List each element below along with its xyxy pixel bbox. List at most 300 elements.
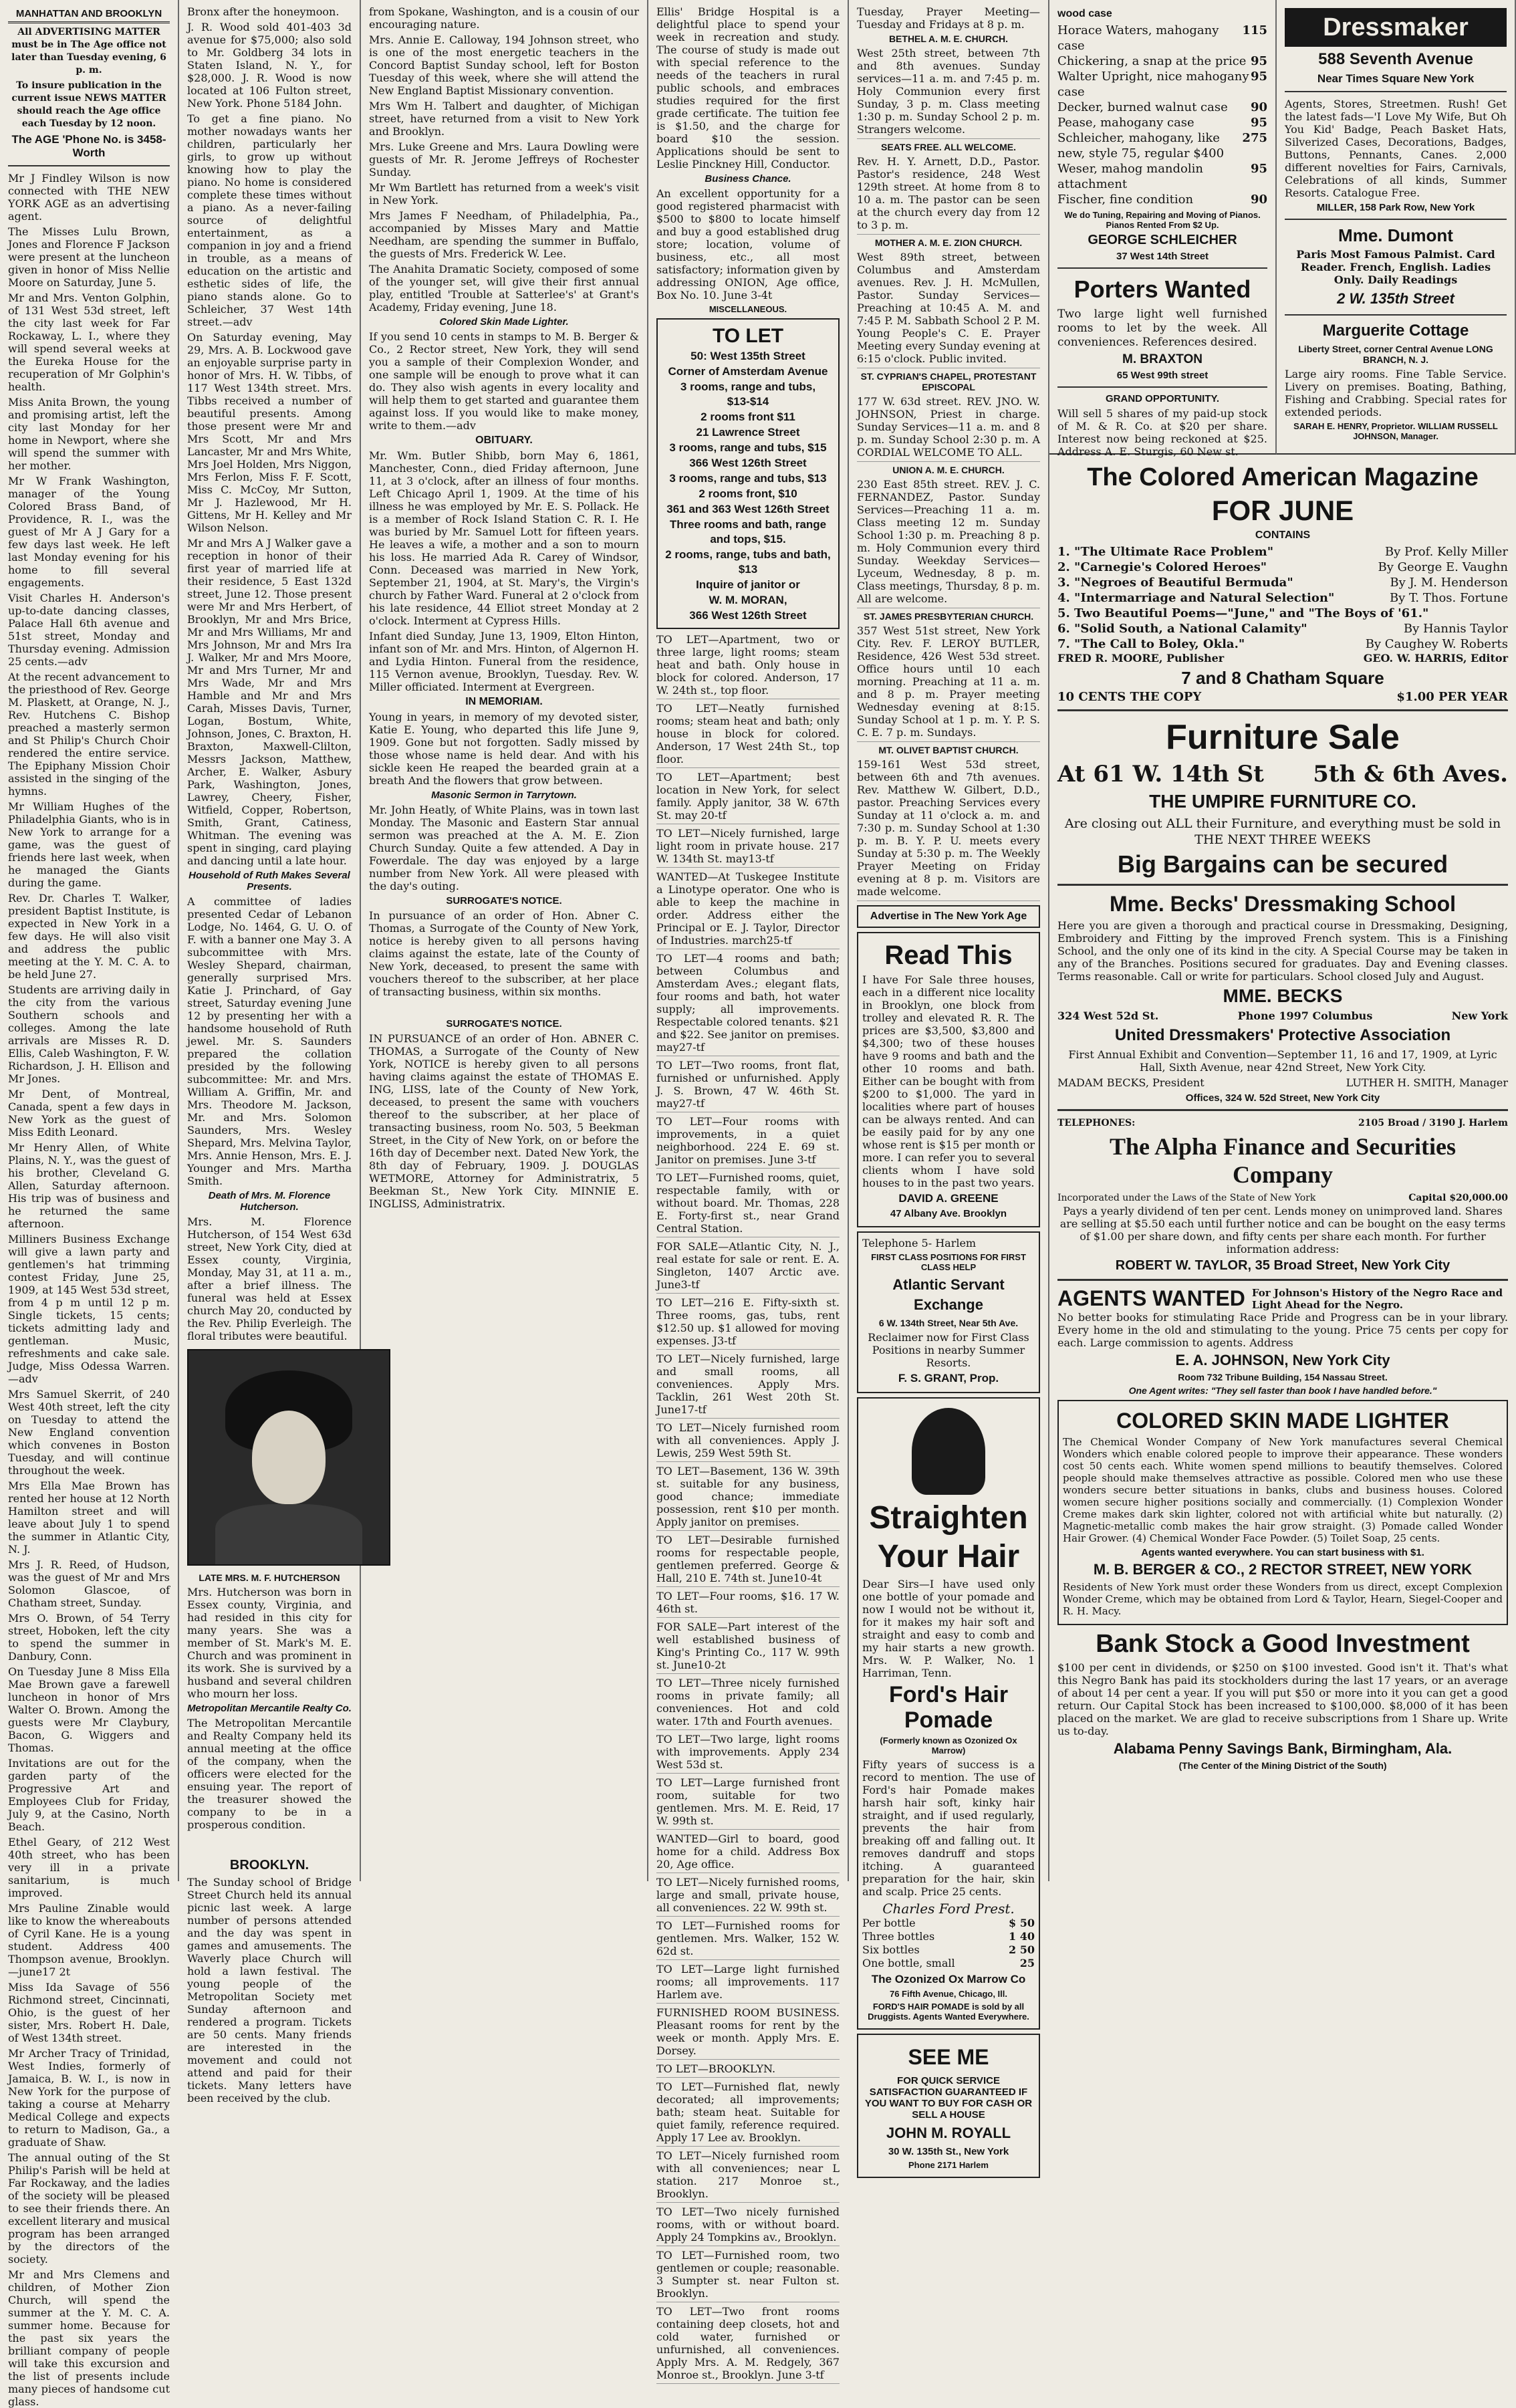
classifieds-list <box>656 633 840 2384</box>
hair-title-1: Straighten <box>869 1500 1028 1536</box>
column-1 <box>0 0 179 2408</box>
piano-name: Schleicher, mahogany, like new, style 75, regular $400 <box>1057 131 1225 160</box>
piano-price: 95 <box>1250 162 1267 176</box>
association-officers <box>1057 1076 1508 1090</box>
agents-wanted-ad <box>1057 1286 1508 1396</box>
magazine-item <box>1057 606 1508 621</box>
servant-address: 6 W. 134th Street, Near 5th Ave. <box>878 1318 1019 1328</box>
church-text: 159-161 West 53d street, between 6th and 7th avenues. Rev. Matthew W. Gilbert, D.D., pastor. Preaching Services every Sunday at 11 o'clock a. m. and 7:30 p. m. Sunday School at 1:30 p. m. B. Y. P. U. meets every Sunday at 5:30 p. m. The Weekly Prayer Meeting on Friday evening at 8 p. m. Visitors are made welcome. <box>857 758 1040 898</box>
bank-subtitle: (The Center of the Mining District of the South) <box>1178 1760 1387 1771</box>
piano-address: 37 West 14th Street <box>1116 251 1209 262</box>
alpha-text: Pays a yearly dividend of ten per cent. Lends money on unimproved land. Shares are selling at $5.50 each until further notice and can be bought on the easy terms of $1.00 per share down, and fifty cents per share each month. For further information address: <box>1059 1205 1506 1255</box>
agents-name: E. A. JOHNSON, New York City <box>1175 1352 1390 1368</box>
piano-row <box>1057 53 1267 69</box>
price-row <box>862 1930 1035 1943</box>
news-item: from Spokane, Washington, and is a cousin of our encouraging nature. <box>369 5 639 31</box>
classified-item: TO LET—Two large, light rooms with improvements. Apply 234 West 53d st. <box>656 1733 840 1774</box>
death-headline: Death of Mrs. M. Florence Hutcherson. <box>208 1190 331 1213</box>
servant-prop: F. S. GRANT, Prop. <box>898 1372 999 1384</box>
classified-item: TO LET—Four rooms, $16. 17 W. 46th st. <box>656 1590 840 1618</box>
classified-item: TO LET—Two rooms, front flat, furnished or unfurnished. Apply J. S. Brown, 47 W. 46th St. may27-tf <box>656 1059 840 1112</box>
church-text: West 89th street, between Columbus and Amsterdam avenues. Rev. J. H. McMullen, Pastor. Sunday Services—Preaching at 10:45 A. M. and 7:45 P. M. Sabbath School 2 P. M. Young People's C. E. Prayer Meeting every Sunday evening at 6:15 o'clock. Public invited. <box>857 251 1040 365</box>
classified-item: TO LET—Nicely furnished, large light room in private house. 217 W. 134th St. may13-tf <box>656 827 840 868</box>
alpha-finance-ad <box>1057 1116 1508 1274</box>
price-value: 1 40 <box>1009 1930 1035 1943</box>
classified-item: TO LET—Desirable furnished rooms for respectable people, gentlemen preferred. George & Hall, 210 E. 74th st. June10-4t <box>656 1534 840 1587</box>
classified-item: WANTED—Girl to board, good home for a child. Address Box 20, Age office. <box>656 1832 840 1873</box>
classified-item: TO LET—Apartment, two or three large, light rooms; steam heat and bath. Only house in block for colored. Anderson, 17 W. 24th st., top floor. <box>656 633 840 699</box>
classified-item: TO LET—Apartment; best location in New York, for select family. Apply janitor, 38 W. 67th St. may 20-tf <box>656 771 840 824</box>
price-label: Three bottles <box>862 1930 935 1943</box>
ozon-note: FORD'S HAIR POMADE is sold by all Druggists. Agents Wanted Everywhere. <box>868 2002 1029 2022</box>
church-listing <box>857 371 1040 462</box>
magazine-address: 7 and 8 Chatham Square <box>1181 668 1384 688</box>
telephones-label: TELEPHONES: <box>1057 1118 1136 1128</box>
business-article: An excellent opportunity for a good registered pharmacist with $500 to $800 to locate himself and buy a good established drug store; location, volume of business, etc., all most satisfactory; information given by addressing ONION, Age office, Box No. 10. June 3-4t <box>656 187 840 302</box>
tarrytown-article: Mr. John Heatly, of White Plains, was in town last Monday. The Masonic and Eastern Star annual sermon was preached at the A. M. E. Zion Church Sunday. Quite a few attended. A Day in Fowerdale. The day was enjoyed by a large number from New York. All were pleased with the day's outing. <box>369 804 639 892</box>
magazine-item <box>1057 544 1508 560</box>
metro-headline: Metropolitan Mercantile Realty Co. <box>187 1703 352 1714</box>
magazine-editor: GEO. W. HARRIS, Editor <box>1363 652 1508 665</box>
church-text: 177 W. 63d street. REV. JNO. W. JOHNSON, Priest in charge. Sunday Services—11 a. m. and 8 p. m. Sunday School 2:30 p. m. A CORDIAL WELCOME TO ALL. <box>857 395 1040 459</box>
becks-text: Here you are given a thorough and practical course in Dressmaking, Designing, Embroidery and Fitting by the improved French system. This is a Finishing School, and the only one of its kind in the city. A Special Course may be taken in any of the Branches. Positions secured for graduates. Day and Evening classes. Terms reasonable. Call or write for particulars. School closed July and August. <box>1057 919 1508 983</box>
piano-row <box>1057 69 1267 100</box>
telephones-row <box>1057 1116 1508 1130</box>
magazine-item-title: 5. Two Beautiful Poems—"June," and "The Boys of '61." <box>1057 606 1429 620</box>
divider <box>1057 884 1508 886</box>
classified-item: TO LET—Furnished room, two gentlemen or couple; reasonable. 3 Sumpter st. near Fulton st. Brooklyn. <box>656 2249 840 2302</box>
to-let-line: 366 West 126th Street <box>689 457 807 469</box>
alpha-capital: Capital $20,000.00 <box>1408 1193 1508 1203</box>
classified-item: TO LET—Furnished rooms, quiet, respectable family, with or without board. Mr. Thomas, 228 E. Forty-first st., near Grand Central Station. <box>656 1171 840 1237</box>
classified-item: FURNISHED ROOM BUSINESS. Pleasant rooms for rent by the week or month. Apply Mrs. E. Dorsey. <box>656 2006 840 2060</box>
classified-item: FOR SALE—Part interest of the well established business of King's Printing Co., 117 W. 99th st. June10-2t <box>656 1620 840 1674</box>
classified-item: TO LET—Basement, 136 W. 39th st. suitable for any business, good chance; immediate possession, rent $10 per month. Apply janitor on premises. <box>656 1465 840 1531</box>
piano-name: Walter Upright, nice mahogany case <box>1057 70 1249 99</box>
magazine-ad <box>1057 463 1508 704</box>
dressmaker-address: 588 Seventh Avenue <box>1318 50 1473 68</box>
church-directory <box>857 33 1040 901</box>
magazine-item <box>1057 560 1508 575</box>
divider <box>1057 386 1267 388</box>
classified-item: TO LET—Four rooms with improvements, in a quiet neighborhood. 224 E. 69 st. Janitor on premises. June 3-tf <box>656 1115 840 1169</box>
magazine-item <box>1057 575 1508 590</box>
magazine-item <box>1057 636 1508 652</box>
read-this-ad <box>857 932 1040 1227</box>
classified-item: TO LET—Neatly furnished rooms; steam heat and bath; only house in block for colored. Anderson, 17 West 24th St., top floor. <box>656 702 840 768</box>
piano-price: 90 <box>1250 100 1267 114</box>
obituary-article-2: Infant died Sunday, June 13, 1909, Elton Hinton, infant son of Mr. and Mrs. Hinton, of Algernon H. and Lydia Hinton. Funeral from the residence, 115 Vernon avenue, Brooklyn, Tuesday. Rev. W. Miller officiated. Interment at Evergreen. <box>369 630 639 693</box>
skin-text: The Chemical Wonder Company of New York manufactures several Chemical Wonders which enable colored people to improve their appearance. These wonders cost 50 cents each. White women spend millions to beautify themselves. Colored people should make themselves attractive as possible. Colored men who use these wonders secure better situations in banks, clubs and business houses. Colored women secure higher positions socially and commercially. (1) Complexion Wonder Creme makes dark skin lighter, colored not with artificial white but naturally. (2) Magnetic-metallic comb makes the hair grow straight. (3) Pomade called Wonder Hair Grower. (4) Chemical Wonder Face Powder. (5) Toilet Soap, 25 cents. <box>1063 1436 1503 1544</box>
piano-header: wood case <box>1057 8 1112 19</box>
obituary-article: Mr. Wm. Butler Shibb, born May 6, 1861, Manchester, Conn., died Friday afternoon, June 11, at 3 o'clock, after an illness of four months. Left Chicago April 1, 1909. At the time of his illness he was employed by Mr. E. S. Pollack. He is a member of Rock Island Station C. R. I. He was buried by Mr. Samuel Lott for fifteen years. He leaves a wife, a mother and a son to mourn his loss. He married Ada R. Carey of Windsor, Conn. Deceased was married in New York, September 21, 1904, at St. Mary's, the Virgin's church by Father Ward. Funeral at 2 o'clock from his late residence, 44 Elliot street Monday at 2 o'clock. Interment at Cypress Hills. <box>369 449 639 627</box>
news-item: Milliners Business Exchange will give a lawn party and gentlemen's hat trimming contest Friday, June 25, 1909, at 145 West 53d street, from 4 p m until 12 p m. Single tickets, 15 cents; tickets admitting lady and gentleman. Music, refreshments and cake sale. Judge, Miss Odessa Warren.—adv <box>8 1233 170 1385</box>
column-7 <box>1277 0 1516 455</box>
news-list <box>369 5 639 314</box>
church-listing <box>857 745 1040 901</box>
divider <box>1057 1109 1508 1111</box>
news-item: Invitations are out for the garden party of the Progressive Art and Employees Club for Friday, July 9, at the Casino, North Beach. <box>8 1757 170 1833</box>
news-item: Mrs. Luke Greene and Mrs. Laura Dowling were guests of Mr. R. Jerome Jeffreys of Rochester Sunday. <box>369 140 639 178</box>
divider <box>1057 709 1508 711</box>
news-item: Mr and Mrs Clemens and children, of Mother Zion Church, will spend the summer at the Y. M. C. A. summer home. Because for the past six years the brilliant company of people will take this excursion and the list of presents include many pieces of handsome cut glass. <box>8 2268 170 2408</box>
porters-address: 65 West 99th street <box>1116 370 1209 381</box>
piano-list <box>1057 23 1267 207</box>
news-item: Mr J Findley Wilson is now connected with THE NEW YORK AGE as an advertising agent. <box>8 172 170 223</box>
magazine-item-author: By Caughey W. Roberts <box>1365 637 1508 651</box>
portrait-caption: LATE MRS. M. F. HUTCHERSON <box>199 1572 340 1583</box>
magazine-publisher: FRED R. MOORE, Publisher <box>1057 652 1225 665</box>
magazine-item-author: By George E. Vaughn <box>1378 560 1508 574</box>
to-let-line: W. M. MORAN, <box>709 594 787 606</box>
magazine-staff <box>1057 652 1508 665</box>
grand-title: GRAND OPPORTUNITY. <box>1105 393 1219 404</box>
magazine-item-title: 2. "Carnegie's Colored Heroes" <box>1057 560 1267 574</box>
church-name: ST. CYPRIAN'S CHAPEL, PROTESTANT EPISCOPAL <box>860 371 1037 392</box>
piano-row <box>1057 130 1267 161</box>
news-item: Bronx after the honeymoon. <box>187 5 340 18</box>
classified-item: TO LET—Furnished flat, newly decorated; all improvements; bath; steam heat. Suitable for quiet family, reference required. Apply 17 Lee av. Brooklyn. <box>656 2080 840 2147</box>
ford-text: Fifty years of success is a record to mention. The use of Ford's hair Pomade makes harsh hair soft, kinky hair straight, and if used regularly, prevents the hair from breaking off and falling out. It removes dandruff and stops itching. A guaranteed preparation for the hair, skin and scalp. Price 25 cents. <box>862 1758 1035 1898</box>
news-item: Mr Archer Tracy of Trinidad, West Indies, formerly of Jamaica, B. W. I., is now in New York for the purpose of taking a course at Meharry Medical College and expects to return to Madison, Ga., a graduate of Shaw. <box>8 2047 170 2149</box>
news-item: Mr and Mrs A J Walker gave a reception in honor of their first year of married life at their residence, 5 East 132d street, June 12. Those present were Mr and Mrs Herbert, of Brooklyn, Mr and Mrs Brice, Mr and Mrs Williams, Mr and Mrs Johnson, Mr and Mrs Ira J. Walker, Mr and Mrs Moore, Mr and Mrs Turner, Mr and Mrs Wade, Mr and Mrs Hamble and Mr and Mrs Carah, Misses Davis, Turner, Logan, Bostum, White, Johnson, Jones, C. Braxton, H. Braxton, Maxwell-Clilton, Messrs Jackson, Matthew, Archer, E. Walker, Asbury Park, Washington, Jones, Lawrey, Cheery, Fisher, Witfield, Copper, Robertson, Smith, Grant, Catiness, Whitman. The evening was spent in singing, card playing and dancing until a late hour. <box>187 537 352 867</box>
church-text: 357 West 51st street, New York City. Rev. F. LEROY BUTLER, Residence, 426 West 53d street. Office hours until 10 each morning. Preaching at 11 a. m. and 8 p. m. Prayer meeting Wednesday evening at 8:15. Sunday School at 1 p. m. Y. P. S. C. E. 7 p. m. Sundays. <box>857 624 1040 739</box>
church-name: ST. JAMES PRESBYTERIAN CHURCH. <box>863 611 1034 622</box>
classified-item: TO LET—Two nicely furnished rooms, with or without board. Apply 24 Tompkins av., Brooklyn. <box>656 2205 840 2246</box>
becks-city: New York <box>1451 1009 1508 1022</box>
marguerite-text: Large airy rooms. Fine Table Service. Livery on premises. Boating, Bathing, Fishing and Crabbing. Special rates for extended periods. <box>1285 368 1507 418</box>
news-notice: To insure publication in the current issue NEWS MATTER should reach the Age office each Tuesday by 12 noon. <box>11 80 166 129</box>
magazine-item-title: 3. "Negroes of Beautiful Bermuda" <box>1057 576 1293 590</box>
servant-title: Atlantic Servant Exchange <box>892 1276 1005 1313</box>
news-item: Mrs Pauline Zinable would like to know the whereabouts of Cyril Kane. He is a young student. Address 400 Thompson avenue, Brooklyn.—june17 2t <box>8 1902 170 1978</box>
tarrytown-headline: Masonic Sermon in Tarrytown. <box>431 790 577 801</box>
news-item: Rev. Dr. Charles T. Walker, president Baptist Institute, is expected in New York in a few days. He will also visit and address the public meeting at the Y. M. C. A. to be held June 27. <box>8 892 170 981</box>
to-let-line: 2 rooms, range, tubs and bath, $13 <box>665 548 831 576</box>
dumont-address: 2 W. 135th Street <box>1337 290 1455 307</box>
furniture-bargains: Big Bargains can be secured <box>1117 850 1448 878</box>
telephones-numbers: 2105 Broad / 3190 J. Harlem <box>1358 1118 1508 1128</box>
advertise-banner: Advertise in The New York Age <box>857 905 1040 928</box>
furniture-text: Are closing out ALL their Furniture, and everything must be sold in THE NEXT THREE WEEKS <box>1064 816 1501 847</box>
to-let-title: TO LET <box>712 325 784 347</box>
divider <box>1285 91 1507 92</box>
to-let-line: 2 rooms front $11 <box>701 410 795 423</box>
to-let-line: 3 rooms, range and tubs, $13 <box>669 472 827 485</box>
price-label: One bottle, small <box>862 1957 955 1969</box>
ozon-title: The Ozonized Ox Marrow Co <box>871 1973 1026 1985</box>
skin-headline: Colored Skin Made Lighter. <box>439 316 569 328</box>
phone-line: Telephone 5- Harlem <box>862 1237 977 1249</box>
dumont-title: Mme. Dumont <box>1338 225 1453 245</box>
marguerite-title: Marguerite Cottage <box>1322 322 1469 340</box>
magazine-item-author: By J. M. Henderson <box>1390 576 1508 590</box>
divider <box>1057 267 1267 269</box>
bank-title: Bank Stock a Good Investment <box>1096 1630 1470 1658</box>
piano-name: Horace Waters, mahogany case <box>1057 23 1219 53</box>
skin-article: If you send 10 cents in stamps to M. B. Berger & Co., 2 Rector street, New York, they will send you a sample of their Complexion Wonder, and one sample will be enough to prove what it can do. They also wish agents in every locality and will help them to get started and guarantee them against loss. If you would like to make money, write to them.—adv <box>369 330 639 432</box>
piano-row <box>1057 23 1267 53</box>
price-row <box>862 1943 1035 1957</box>
church-listing <box>857 33 1040 139</box>
read-this-title: Read This <box>884 941 1013 970</box>
news-item: Mr W Frank Washington, manager of the Young Colored Brass Band, of Providence, R. I., was the guest of Mr A J Gary for a few days last week. He left last Monday evening for his home to fill several engagements. <box>8 475 170 589</box>
price-label: Six bottles <box>862 1943 920 1956</box>
news-item: Ethel Geary, of 212 West 40th street, who has been very ill in a private sanitarium, is much improved. <box>8 1836 170 1899</box>
business-headline: Business Chance. <box>705 173 791 185</box>
piano-price: 95 <box>1250 116 1267 130</box>
hair-pomade-ad <box>857 1397 1040 2030</box>
church-text: Rev. H. Y. Arnett, D.D., Pastor. Pastor's residence, 248 West 129th street. At home from 8 to 10 a. m. The pastor can be seen at the church every day from 12 to 3 p. m. <box>857 155 1040 231</box>
piano-row <box>1057 161 1267 192</box>
news-item: Visit Charles H. Anderson's up-to-date dancing classes, Palace Hall 6th avenue and 51st street, Monday and Thursday evening. Admission 25 cents.—adv <box>8 592 170 668</box>
classified-item: TO LET—Nicely furnished room with all conveniences. Apply J. Lewis, 259 West 59th St. <box>656 1421 840 1462</box>
skin-title: COLORED SKIN MADE LIGHTER <box>1116 1409 1449 1433</box>
classified-item: TO LET—Nicely furnished, large and small rooms, all conveniences. Apply Mrs. Tacklin, 261 West 20th St. June17-tf <box>656 1352 840 1419</box>
agents-subtitle: For Johnson's History of the Negro Race and Light Ahead for the Negro. <box>1251 1286 1503 1311</box>
furniture-company: THE UMPIRE FURNITURE CO. <box>1149 791 1416 812</box>
magazine-price-row <box>1057 691 1508 704</box>
piano-name: Fischer, fine condition <box>1057 193 1194 207</box>
classified-item: TO LET—Three nicely furnished rooms in private family; all conveniences. Hot and cold water. 17th and Fourth avenues. <box>656 1677 840 1730</box>
death-article: Mrs. M. Florence Hutcherson, of 154 West 63d street, New York City, died at Essex county, Virginia, Monday, May 31, at 11 a. m., after a brief illness. The funeral was held at Essex church May 20, conducted by the Rev. Philip Everleigh. The floral tributes were beautiful. <box>187 1215 352 1342</box>
section-header: MANHATTAN AND BROOKLYN <box>8 8 170 23</box>
grand-text: Will sell 5 shares of my paid-up stock of M. & R. Co. at $20 per share. Interest now being reckoned at $25. Address A. E. Sturgis, 60 New st. <box>1057 407 1267 458</box>
news-item: Mr William Hughes of the Philadelphia Giants, who is in New York to arrange for a game, was the guest of friends here last week, when he managed the Giants during the game. <box>8 800 170 889</box>
classified-item: TO LET—Large light furnished rooms; all improvements. 117 Harlem ave. <box>656 1963 840 2004</box>
classified-item: FOR SALE—Atlantic City, N. J., real estate for sale or rent. E. A. Singleton, 1407 Arctic ave. June3-tf <box>656 1240 840 1294</box>
news-item: On Saturday evening, May 29, Mrs. A. B. Lockwood gave an enjoyable surprise party in honor of Mrs. H. W. Tibbs, of 117 West 134th street. Mrs. Tibbs received a number of beautiful presents. Among those present were Mr and Mrs Scott, Mr and Mrs Lancaster, Mr and Mrs White, Mrs Joel Holden, Mrs Niggon, Mrs Ferlon, Miss F. F. Scott, Miss C. McCoy, Mr Sutton, Mr J. Hazlewood, Mr H. Gittens, Mr H. Kelley and Mr Wilson Nelson. <box>187 331 352 534</box>
marguerite-props: SARAH E. HENRY, Proprietor. WILLIAM RUSSELL JOHNSON, Manager. <box>1293 421 1498 441</box>
church-name: UNION A. M. E. CHURCH. <box>892 465 1005 475</box>
piano-dealer: GEORGE SCHLEICHER <box>1088 233 1237 247</box>
berger-name: M. B. BERGER & CO., 2 RECTOR STREET, NEW YORK <box>1093 1561 1473 1578</box>
berger-text: Residents of New York must order these Wonders from us direct, except Complexion Wonder Creme, which may be obtained from Lord & Taylor, Hearn, Siegel-Cooper and R. H. Macy. <box>1063 1581 1503 1617</box>
alpha-contact: ROBERT W. TAYLOR, 35 Broad Street, New York City <box>1115 1258 1450 1273</box>
piano-row <box>1057 100 1267 115</box>
price-label: Per bottle <box>862 1917 916 1929</box>
agents-text: No better books for stimulating Race Pride and Progress can be in your library. Every home in the old and stimulating to the young. Price 75 cents per copy for each. Large commission to agents. Address <box>1057 1311 1508 1349</box>
novelty-name: MILLER, 158 Park Row, New York <box>1316 202 1475 213</box>
misc-headline: MISCELLANEOUS. <box>709 304 787 314</box>
church-name: MT. OLIVET BAPTIST CHURCH. <box>878 745 1019 755</box>
hair-letter: Dear Sirs—I have used only one bottle of your pomade and now I would not be without it, for it makes my hair soft and straight and easy to comb and my hair starts a new growth. Mrs. W. P. Walker, No. 1 Harriman, Tenn. <box>862 1578 1035 1679</box>
agents-header <box>1057 1286 1508 1311</box>
news-item: Students are arriving daily in the city from the various Southern schools and colleges. Among the late arrivals are Misses R. D. Ellis, Caleb Washington, F. W. Richardson, J. H. Ellison and Mr Jones. <box>8 983 170 1085</box>
church-listing <box>857 611 1040 742</box>
skin-lighter-ad <box>1057 1400 1508 1625</box>
obituary-headline: OBITUARY. <box>475 435 533 446</box>
becks-address: 324 West 52d St. <box>1057 1009 1159 1022</box>
see-me-title: SEE ME <box>908 2045 989 2069</box>
see-me-text: FOR QUICK SERVICE SATISFACTION GUARANTEED IF YOU WANT TO BUY FOR CASH OR SELL A HOUSE <box>864 2075 1033 2121</box>
magazine-item <box>1057 621 1508 636</box>
classified-item: TO LET—BROOKLYN. <box>656 2062 840 2078</box>
news-item: Mrs Wm H. Talbert and daughter, of Michigan street, have returned from a visit to New York and Brooklyn. <box>369 100 639 138</box>
right-wide-section <box>1049 455 1516 1881</box>
royall-name: JOHN M. ROYALL <box>886 2125 1011 2141</box>
news-item: Miss Anita Brown, the young and promising artist, left the city last Monday for her home in Newport, where she will spend the summer with her mother. <box>8 396 170 472</box>
news-item: Mr Wm Bartlett has returned from a week's visit in New York. <box>369 181 639 207</box>
to-let-line: 3 rooms, range and tubs, $13-$14 <box>680 380 816 408</box>
ozon-address: 76 Fifth Avenue, Chicago, Ill. <box>889 1989 1007 1999</box>
memoriam-article: Young in years, in memory of my devoted sister, Katie E. Young, who departed this life June 9, 1909. Gone but not forgotten. Sadly missed by those whose name is held dear. And with his sickle keen He reaped the bearded grain at a breath And the flowers that grow between. <box>369 711 639 787</box>
ruth-article: A committee of ladies presented Cedar of Lebanon Lodge, No. 1464, G. U. O. of F. with a banner one May 3. A subcommittee with Mrs. Wesley Shepard, chairman, generally surprised Mrs. Katie J. Princhard, of Gay street, Saturday evening June 12 by presenting her with a handsome household of Ruth jewel. Mr. S. Saunders prepared the collation presided by the following subcommittee: Mr. and Mrs. William A. Griffin, Mr. and Mrs. Theodore M. Jackson, Mr. and Mrs. Solomon Saunders, Mrs. Wesley Shepard, Mrs. Melvina Taylor, Mrs. Annie Henson, Mrs. E. J. Younger and Mrs. Martha Smith. <box>187 895 352 1187</box>
porters-title: Porters Wanted <box>1073 275 1251 303</box>
news-item: Mr and Mrs. Venton Golphin, of 131 West 53d street, left the city last week for Far Rockaway, L. I., where they will spend several weeks at the Eureka House for the recuperation of Mr Golphin's health. <box>8 291 170 393</box>
read-this-address: 47 Albany Ave. Brooklyn <box>890 1208 1007 1219</box>
news-item: Mrs Ella Mae Brown has rented her house at 12 North Hamilton street and will leave about July 1 to spend the summer in Atlantic City, N. J. <box>8 1479 170 1556</box>
becks-ad <box>1057 891 1508 1104</box>
news-item: Mrs. Annie E. Calloway, 194 Johnson street, who is one of the most energetic teachers in the Concord Baptist Sunday school, left for Boston Tuesday of this week, where she will attend the New England Baptist Missionary convention. <box>369 33 639 97</box>
classified-item: TO LET—216 E. Fifty-sixth st. Three rooms, gas, tubs, rent $12.50 up. $1 allowed for moving expenses. J3-tf <box>656 1296 840 1350</box>
agents-address: Room 732 Tribune Building, 154 Nassau Street. <box>1178 1372 1388 1382</box>
furniture-location-row <box>1057 761 1508 788</box>
classified-item: TO LET—Nicely furnished room with all conveniences; near L station. 217 Monroe st., Brooklyn. <box>656 2149 840 2203</box>
news-item: Mrs O. Brown, of 54 Terry street, Hoboken, left the city to spend the summer in Danbury, Conn. <box>8 1612 170 1663</box>
magazine-item-title: 1. "The Ultimate Race Problem" <box>1057 545 1274 559</box>
magazine-contains: CONTAINS <box>1255 529 1311 541</box>
piano-price: 115 <box>1242 23 1267 37</box>
portrait-image <box>187 1349 390 1566</box>
piano-price: 275 <box>1242 131 1267 145</box>
memoriam-headline: IN MEMORIAM. <box>465 696 543 707</box>
skin-agents: Agents wanted everywhere. You can start business with $1. <box>1141 1547 1424 1558</box>
surrogate-article-2: IN PURSUANCE of an order of Hon. ABNER C. THOMAS, a Surrogate of the County of New York, NOTICE is hereby given to all persons having claims against the estate of THOMAS E. ING, LISS, late of the County of New York, deceased, to present the same with vouchers thereof to the subscriber, at her place of transacting business, room No. 503, 5 Beekman Street, in the City of New York, on or before the 16th day of December next. Dated New York, the 8th day of February, 1909. J. DOUGLAS WETMORE, Attorney for Administratrix, 5 Beekman St., New York City. MINNIE E. INGLISS, Administratrix. <box>369 1032 639 1210</box>
magazine-item-author: By Prof. Kelly Miller <box>1384 545 1508 559</box>
piano-name: Pease, mahogany case <box>1057 116 1194 130</box>
classified-item: TO LET—Nicely furnished rooms, large and small, private house, all conveniences. 22 W. 99th st. <box>656 1876 840 1917</box>
news-item: Miss Ida Savage of 556 Richmond street, Cincinnati, Ohio, is the guest of her sister, Mrs. Robert H. Dale, of West 134th street. <box>8 1981 170 2044</box>
magazine-title: The Colored American Magazine <box>1087 463 1479 491</box>
royall-address: 30 W. 135th St., New York <box>888 2146 1009 2157</box>
piano-name: Chickering, a snap at the price <box>1057 54 1247 68</box>
dumont-text: Paris Most Famous Palmist. Card Reader. French, English. Ladies Only. Daily Readings <box>1296 248 1495 286</box>
price-value: 25 <box>1019 1957 1035 1969</box>
piano-price: 95 <box>1250 70 1267 84</box>
piano-name: Decker, burned walnut case <box>1057 100 1228 114</box>
bank-name: Alabama Penny Savings Bank, Birmingham, Ala. <box>1113 1740 1452 1757</box>
furniture-location-1: At 61 W. 14th St <box>1057 761 1264 788</box>
to-let-line: 361 and 363 West 126th Street <box>666 503 830 515</box>
alpha-incorporated: Incorporated under the Laws of the State of New York <box>1057 1193 1316 1203</box>
church-text: 230 East 85th street. REV. J. C. FERNANDEZ, Pastor. Sunday Services—Preaching 11 a. m. Class meeting 12 m. Sunday School 1:30 p. m. Preaching 8 p. m. Holy Communion every third Sunday. Weekday Services—Lyceum, Wednesday, 8 p. m. Class meetings, Thursday, 8 p. m. All are welcome. <box>857 478 1040 605</box>
column-4 <box>648 0 849 2381</box>
royall-phone: Phone 2171 Harlem <box>908 2160 989 2170</box>
church-name: SEATS FREE. ALL WELCOME. <box>881 142 1016 152</box>
church-listing <box>857 465 1040 608</box>
becks-name: MME. BECKS <box>1223 985 1343 1006</box>
piano-price: 95 <box>1250 54 1267 68</box>
surrogate-article: In pursuance of an order of Hon. Abner C. Thomas, a Surrogate of the County of New York, notice is hereby given to all persons having claims against the estate, late of the County of New York, deceased, to present the same with vouchers thereof to the subscriber, at her place of transacting business, within six months. <box>369 909 639 998</box>
price-list <box>862 1917 1035 1970</box>
to-let-line: 366 West 126th Street <box>689 609 807 622</box>
servant-text: Reclaimer now for First Class Positions in nearby Summer Resorts. <box>868 1331 1029 1369</box>
woman-silhouette-image <box>912 1408 985 1495</box>
to-let-lines <box>662 349 834 623</box>
ford-subtitle: (Formerly known as Ozonized Ox Marrow) <box>880 1735 1017 1756</box>
magazine-item-title: 6. "Solid South, a National Calamity" <box>1057 622 1307 636</box>
magazine-item-title: 4. "Intermarriage and Natural Selection" <box>1057 591 1335 605</box>
news-item: J. R. Wood sold 401-403 3d avenue for $75,000; also sold to Mr. Goldberg 34 lots in Staten Island, N. Y., for $28,000. J. R. Wood is now located at 106 Fulton street, New York. Phone 5184 John. <box>187 21 352 110</box>
price-row <box>862 1917 1035 1930</box>
porters-text: Two large light well furnished rooms to let by the week. All conveniences. References desired. <box>1057 308 1267 349</box>
magazine-price: 10 CENTS THE COPY <box>1057 690 1202 704</box>
classified-item: TO LET—4 rooms and bath; between Columbus and Amsterdam Aves.; elegant flats, four rooms and bath, hot water supply; all improvements. Respectable colored tenants. $21 and $22. See janitor on premises. may27-tf <box>656 952 840 1056</box>
brooklyn-article: The Sunday school of Bridge Street Church held its annual picnic last week. A large number of persons attended and the day was spent in games and amusements. The Waverly place Church will hold a lawn festival. The young people of the Metropolitan Society met Sunday afternoon and rendered a program. Tickets are 50 cents. Many friends are interested in the movement and could not attend and paid for their tickets. Many letters have been received by the club. <box>187 1876 352 2104</box>
piano-row <box>1057 192 1267 207</box>
classified-item: TO LET—Large furnished front room, suitable for two gentlemen. Mrs. M. E. Reid, 17 W. 99th st. <box>656 1776 840 1830</box>
divider <box>1285 219 1507 220</box>
piano-name: Weser, mahog mandolin attachment <box>1057 162 1203 191</box>
ford-title: Ford's Hair Pomade <box>888 1682 1009 1733</box>
to-let-line: Corner of Amsterdam Avenue <box>668 365 828 378</box>
to-let-line: 2 rooms front, $10 <box>699 487 797 500</box>
news-item: At the recent advancement to the priesthood of Rev. George M. Plaskett, at Orange, N. J., Rev. Hutchens C. Bishop preached a masterly sermon and St Philip's Church Choir rendered the entire service. The Epiphany Mission Choir assisted in the singing of the hymns. <box>8 671 170 798</box>
royall-ad <box>857 2034 1040 2178</box>
furniture-title: Furniture Sale <box>1166 718 1400 757</box>
association-text: First Annual Exhibit and Convention—September 11, 16 and 17, 1909, at Lyric Hall, Sixth Avenue, near 42nd Street, New York City. <box>1068 1048 1497 1074</box>
magazine-item-author: By Hannis Taylor <box>1403 622 1508 636</box>
dressmaker-city: Near Times Square New York <box>1317 72 1475 85</box>
to-let-ad <box>656 318 840 629</box>
price-value: 2 50 <box>1009 1943 1035 1956</box>
phone-notice: The AGE 'Phone No. is 3458-Worth <box>11 133 166 159</box>
agents-quote: One Agent writes: "They sell faster than book I have handled before." <box>1128 1385 1437 1396</box>
novelty-text: Agents, Stores, Streetmen. Rush! Get the latest fads—'I Love My Wife, But Oh You Kid' Badge, Peach Basket Hats, Silverized Cases, Decorations, Badges, Buttons, Pennants, Canes. 2,000 different novelties for Fairs, Carnivals, Celebrations of all kinds, Summer Resorts. Catalogue Free. <box>1285 98 1507 199</box>
school-article: Ellis' Bridge Hospital is a delightful place to spend your week in recreation and study. The course of study is made out with special reference to the needs of the teachers in rural public schools, and embraces studies required for the first grade certificate. The tuition fee is $1.50, and the charge for board $10 the session. Applications should be sent to Leslie Pinckney Hill, Conductor. <box>656 5 840 170</box>
column-6 <box>1049 0 1277 458</box>
obituary-continued: Mrs. Hutcherson was born in Essex county, Virginia, and had resided in this city for many years. She was a member of St. Mark's M. E. Church and was prominent in its work. She is survived by a husband and several children who mourn her loss. <box>187 1586 352 1700</box>
becks-phone: Phone 1997 Columbus <box>1237 1009 1373 1022</box>
alpha-inc-row <box>1057 1191 1508 1205</box>
magazine-item-author: By T. Thos. Fortune <box>1389 591 1508 605</box>
classified-item: TO LET—Two front rooms containing deep closets, hot and cold water, furnished or unfurnished, all conveniences. Apply Mrs. A. M. Redgely, 367 Monroe st., Brooklyn. June 3-tf <box>656 2305 840 2384</box>
news-item: Mr Henry Allen, of White Plains, N. Y., was the guest of his brother, Cleveland G. Allen, Saturday afternoon. His trip was of business and he returned the same afternoon. <box>8 1141 170 1230</box>
hair-title-2: Your Hair <box>877 1539 1020 1574</box>
church-listing <box>857 142 1040 235</box>
price-value: $ 50 <box>1009 1917 1035 1929</box>
church-name: BETHEL A. M. E. CHURCH. <box>888 33 1009 44</box>
becks-contact-row <box>1057 1009 1508 1023</box>
church-text: West 25th street, between 7th and 8th avenues. Sunday services—11 a. m. and 7:45 p. m. Holy Communion every first Sunday, 3 p. m. Class meeting 1:30 p. m. Sunday School 2 p. m. Strangers welcome. <box>857 47 1040 136</box>
signature: Charles Ford Prest. <box>882 1901 1015 1917</box>
marguerite-address: Liberty Street, corner Central Avenue LONG BRANCH, N. J. <box>1298 344 1493 365</box>
news-item: Mrs Samuel Skerrit, of 240 West 40th street, left the city on Tuesday to attend the New England convention which convenes in Boston Tuesday, and will continue throughout the week. <box>8 1388 170 1477</box>
dressmaker-title: Dressmaker <box>1285 8 1507 47</box>
column-3 <box>361 0 648 1881</box>
church-name: MOTHER A. M. E. ZION CHURCH. <box>874 237 1023 248</box>
brooklyn-headline: BROOKLYN. <box>229 1858 309 1873</box>
news-item: Mr Dent, of Montreal, Canada, spent a few days in New York as the guest of Miss Edith Leonard. <box>8 1088 170 1138</box>
news-item: The Anahita Dramatic Society, composed of some of the younger set, will give their first annual play, entitled 'Trouble at Satterlee's' at Grant's Academy, Friday evening, June 18. <box>369 263 639 314</box>
bank-text: $100 per cent in dividends, or $250 on $100 invested. Good isn't it. That's what this Negro Bank has paid its stockholders during the last 17 years, or an average of about 14 per cent a year. If you will put $50 or more into it you can get a good return. Our Capital Stock has been increased to $100,000. $8,000 of it has been placed on the market. We are glad to receive subscriptions from 1 Share up. Write us to-day. <box>1057 1661 1508 1737</box>
news-item: To get a fine piano. No mother nowadays wants her children, particularly her girls, to grow up without knowing how to play the piano. No home is considered complete these times without a piano. As a never-failing source of delightful entertainment, as a companion in joy and a friend in trouble, as a means of education on the artistic and esthetic sides of life, the piano stands alone. Go to Schleicher, 37 West 14th street.—adv <box>187 112 352 328</box>
to-let-line: Three rooms and bath, range and tops, $15. <box>669 518 827 546</box>
alpha-title: The Alpha Finance and Securities Company <box>1109 1133 1457 1188</box>
news-item: On Tuesday June 8 Miss Ella Mae Brown gave a farewell luncheon in honor of Mrs Walter O. Brown. Among the guests were Mr Claybury, Bacon, G. Wiggers and Thomas. <box>8 1665 170 1754</box>
association-offices: Offices, 324 W. 52d Street, New York City <box>1185 1092 1380 1104</box>
surrogate-headline-2: SURROGATE'S NOTICE. <box>446 1018 562 1030</box>
bank-ad <box>1057 1629 1508 1771</box>
surrogate-headline: SURROGATE'S NOTICE. <box>446 895 562 907</box>
divider <box>1285 314 1507 316</box>
association-president: MADAM BECKS, President <box>1057 1076 1205 1089</box>
to-let-line: 50: West 135th Street <box>690 350 805 362</box>
news-item: Mrs James F Needham, of Philadelphia, Pa., accompanied by Misses Mary and Mattie Needham, are spending the summer in Buffalo, the guests of Mrs. Frederick W. Lee. <box>369 209 639 260</box>
column-2 <box>179 0 361 2104</box>
servant-exchange-ad <box>857 1231 1040 1393</box>
